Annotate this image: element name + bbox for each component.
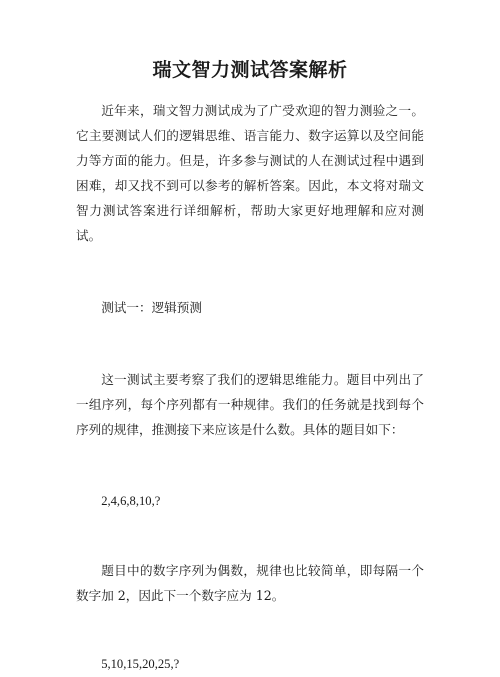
sequence-1: 2,4,6,8,10,?	[101, 494, 161, 508]
spacer	[76, 608, 424, 652]
explanation-1: 题目中的数字序列为偶数，规律也比较简单，即每隔一个数字加 2，因此下一个数字应为 12。	[76, 563, 424, 603]
section1-heading: 测试一：逻辑预测	[101, 300, 202, 315]
spacer	[76, 442, 424, 489]
spacer	[76, 248, 424, 295]
section1-description: 这一测试主要考察了我们的逻辑思维能力。题目中列出了一组序列，每个序列都有一种规律。我们的任务就是找到每个序列的规律，推测接下来应该是什么数。具体的题目如下：	[76, 372, 424, 437]
intro-paragraph: 近年来，瑞文智力测试成为了广受欢迎的智力测验之一。它主要测试人们的逻辑思维、语言能力、数字运算以及空间能力等方面的能力。但是，许多参与测试的人在测试过程中遇到困难，却又找不到可以参考的解析答案。因此，本文将对瑞文智力测试答案进行详细解析，帮助大家更好地理解和应对测试。	[76, 103, 424, 243]
document-title: 瑞文智力测试答案解析	[152, 59, 348, 81]
sequence-2: 5,10,15,20,25,?	[101, 657, 180, 671]
spacer	[76, 320, 424, 367]
spacer	[76, 514, 424, 558]
